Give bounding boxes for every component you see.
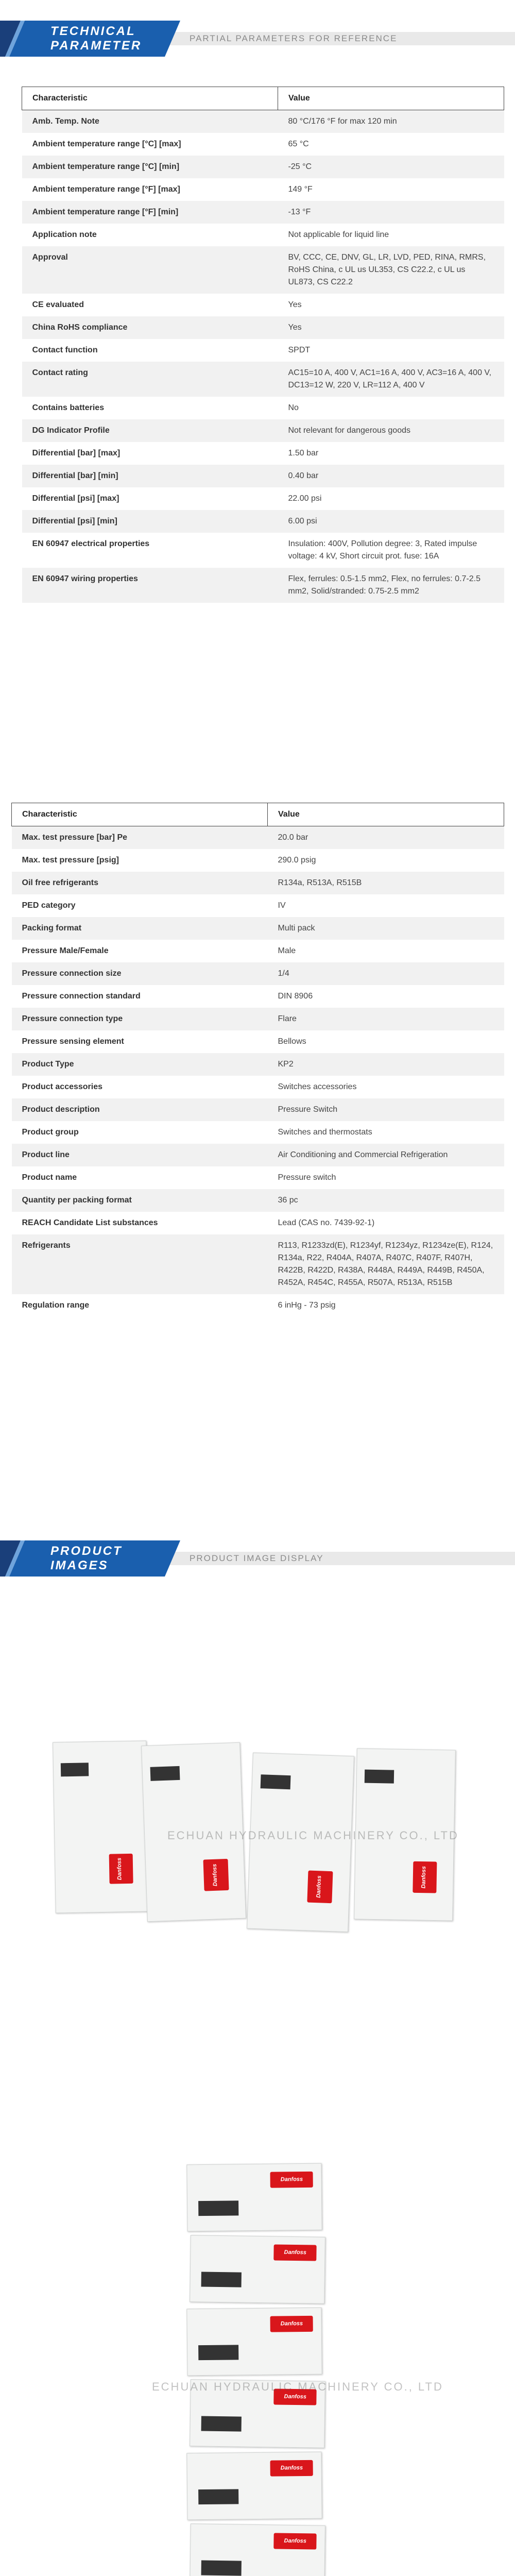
row-value: -25 °C: [278, 156, 504, 178]
table-row: [12, 985, 504, 1008]
banner-title-line1: TECHNICAL: [50, 24, 136, 38]
row-characteristic: Quantity per packing format: [12, 1189, 268, 1212]
row-characteristic: Packing format: [12, 917, 268, 940]
row-value: 0.40 bar: [278, 465, 504, 487]
row-characteristic: Product group: [22, 1128, 79, 1137]
row-value: 6 inHg - 73 psig: [278, 1301, 336, 1310]
barcode: [365, 1769, 394, 1783]
row-value: No: [288, 403, 299, 412]
table-body: [22, 110, 504, 603]
row-characteristic: Oil free refrigerants: [12, 872, 268, 894]
brand-logo: Danfoss: [109, 1854, 133, 1884]
header-value: Value: [268, 803, 504, 826]
row-characteristic: PED category: [22, 901, 76, 910]
row-value: AC15=10 A, 400 V, AC1=16 A, 400 V, AC3=16 A, 400 V, DC13=12 W, 220 V, LR=112 A, 400 V: [278, 362, 504, 397]
barcode: [198, 2201, 238, 2216]
row-value: Multi pack: [268, 917, 504, 940]
brand-logo: Danfoss: [203, 1859, 229, 1891]
row-characteristic: Max. test pressure [bar] Pe: [12, 826, 268, 850]
row-characteristic: Ambient temperature range [°C] [min]: [22, 156, 278, 178]
brand-logo: Danfoss: [307, 1870, 333, 1903]
table-row: [12, 1098, 504, 1121]
row-value: Yes: [278, 316, 504, 339]
table-row: [22, 316, 504, 339]
row-characteristic: EN 60947 electrical properties: [32, 539, 150, 548]
product-photo-1: [49, 1741, 466, 1958]
table-row: [22, 533, 504, 568]
technical-parameter-banner: [0, 21, 515, 57]
product-box: [53, 1740, 149, 1913]
banner-title-line2: IMAGES: [50, 1558, 109, 1572]
barcode: [61, 1762, 89, 1776]
row-characteristic: Pressure connection type: [12, 1008, 268, 1030]
row-value: R113, R1233zd(E), R1234yf, R1234yz, R1234ze(E), R124, R134a, R22, R404A, R407A, R407C, R407F, R407H, R422B, R422D, R438A, R448A, R449A, R449B, R450A, R452A, R454C, R455A, R507A, R513A, R515B: [268, 1234, 504, 1294]
row-value: Pressure switch: [278, 1173, 336, 1182]
product-images-banner: [0, 1540, 515, 1577]
row-value: Switches and thermostats: [278, 1128, 372, 1137]
row-value: SPDT: [288, 346, 311, 354]
banner-subtitle: PRODUCT IMAGE DISPLAY: [190, 1553, 324, 1563]
row-value: 6.00 psi: [278, 510, 504, 533]
table-row: [12, 1030, 504, 1053]
table-row: [22, 362, 504, 397]
row-characteristic: Approval: [22, 246, 278, 294]
row-value: 1/4: [268, 962, 504, 985]
table-row: [22, 465, 504, 487]
brand-logo: Danfoss: [413, 1861, 437, 1893]
parameter-table-1: [22, 87, 504, 603]
row-characteristic: Application note: [32, 230, 97, 239]
banner-title-line1: PRODUCT: [50, 1544, 123, 1558]
row-characteristic: DG Indicator Profile: [22, 419, 278, 442]
row-characteristic: Pressure connection size: [12, 962, 268, 985]
row-value: 80 °C/176 °F for max 120 min: [278, 110, 504, 133]
row-characteristic: Ambient temperature range [°C] [max]: [32, 140, 181, 148]
row-characteristic: Product name: [22, 1173, 77, 1182]
table-row: [22, 224, 504, 246]
row-value: IV: [278, 901, 286, 910]
row-value: Flex, ferrules: 0.5-1.5 mm2, Flex, no ferrules: 0.7-2.5 mm2, Solid/stranded: 0.75-2.5 mm2: [278, 568, 504, 603]
row-value: KP2: [268, 1053, 504, 1076]
row-value: 22.00 psi: [288, 494, 322, 503]
banner-title-line2: PARAMETER: [50, 39, 142, 53]
product-box: [190, 2523, 325, 2576]
table-row: [22, 510, 504, 533]
parameter-table-2: [11, 803, 504, 1317]
row-value: Flare: [268, 1008, 504, 1030]
brand-logo: Danfoss: [273, 2389, 317, 2405]
product-box: [186, 2308, 322, 2376]
row-value: 20.0 bar: [268, 826, 504, 850]
row-value: BV, CCC, CE, DNV, GL, LR, LVD, PED, RINA, RMRS, RoHS China, c UL us UL353, CS C22.2, c UL us UL873, CS C22.2: [278, 246, 504, 294]
row-value: R134a, R513A, R515B: [268, 872, 504, 894]
barcode: [198, 2345, 238, 2360]
barcode: [201, 2416, 241, 2431]
table-row: [22, 397, 504, 419]
table-row: [12, 872, 504, 894]
row-characteristic: Differential [psi] [min]: [22, 510, 278, 533]
row-characteristic: Amb. Temp. Note: [22, 110, 278, 133]
row-value: Yes: [288, 300, 302, 309]
table-row: [12, 1166, 504, 1189]
row-value: DIN 8906: [278, 992, 313, 1001]
row-characteristic: Product accessories: [22, 1082, 103, 1091]
row-characteristic: Differential [bar] [max]: [32, 449, 121, 457]
brand-logo: Danfoss: [273, 2245, 317, 2261]
header-characteristic: Characteristic: [22, 87, 278, 110]
table-row: [22, 339, 504, 362]
product-box: [190, 2235, 325, 2304]
brand-logo: Danfoss: [270, 2172, 314, 2188]
row-characteristic: Refrigerants: [12, 1234, 268, 1294]
product-box: [186, 2452, 322, 2520]
table-row: [12, 1008, 504, 1030]
table-row: [12, 1076, 504, 1098]
product-box: [186, 2163, 322, 2232]
row-value: Not relevant for dangerous goods: [278, 419, 504, 442]
row-value: Switches accessories: [278, 1082, 357, 1091]
row-value: -13 °F: [278, 201, 504, 224]
row-value: Not applicable for liquid line: [288, 230, 389, 239]
row-value: 1.50 bar: [288, 449, 319, 457]
row-characteristic: Contact rating: [22, 362, 278, 397]
table-row: [22, 294, 504, 316]
table-row: [12, 1189, 504, 1212]
header-value: Value: [278, 87, 504, 110]
row-characteristic: Differential [bar] [min]: [22, 465, 278, 487]
row-characteristic: Pressure sensing element: [22, 1037, 124, 1046]
table-row: [22, 487, 504, 510]
row-value: Insulation: 400V, Pollution degree: 3, Rated impulse voltage: 4 kV, Short circuit prot. fuse: 16A: [288, 539, 477, 561]
row-characteristic: Regulation range: [22, 1301, 90, 1310]
row-characteristic: Contact function: [32, 346, 98, 354]
barcode: [150, 1766, 180, 1781]
table-row: [12, 940, 504, 962]
table-row: [22, 178, 504, 201]
table-row: [12, 826, 504, 850]
table-row: [22, 110, 504, 133]
table-row: [12, 1144, 504, 1166]
table-row: [12, 1121, 504, 1144]
table-row: [22, 201, 504, 224]
row-value: Pressure Switch: [268, 1098, 504, 1121]
barcode: [201, 2561, 241, 2575]
table-row: [22, 442, 504, 465]
table-header-row: [12, 803, 504, 826]
barcode: [260, 1774, 290, 1789]
row-value: 36 pc: [268, 1189, 504, 1212]
brand-logo: Danfoss: [273, 2533, 317, 2550]
table-row: [12, 894, 504, 917]
row-value: Air Conditioning and Commercial Refrigeration: [268, 1144, 504, 1166]
table-row: [22, 133, 504, 156]
table-row: [12, 917, 504, 940]
brand-logo: Danfoss: [270, 2316, 314, 2332]
banner-tab: [0, 1540, 180, 1577]
banner-tab: [0, 21, 180, 57]
watermark: ECHUAN HYDRAULIC MACHINERY CO., LTD: [152, 2380, 443, 2393]
table-row: [12, 1212, 504, 1234]
table-row: [22, 568, 504, 603]
row-value: 290.0 psig: [278, 856, 316, 865]
row-characteristic: Pressure Male/Female: [22, 946, 109, 955]
table-row: [12, 1053, 504, 1076]
row-characteristic: China RoHS compliance: [22, 316, 278, 339]
table-row: [12, 1294, 504, 1317]
product-box: [247, 1753, 354, 1933]
banner-subtitle: PARTIAL PARAMETERS FOR REFERENCE: [190, 33, 398, 43]
table-row: [22, 246, 504, 294]
brand-logo: Danfoss: [270, 2460, 314, 2477]
table-row: [22, 419, 504, 442]
row-value: Lead (CAS no. 7439-92-1): [278, 1218, 375, 1227]
row-characteristic: Ambient temperature range [°F] [min]: [22, 201, 278, 224]
table-row: [12, 962, 504, 985]
row-characteristic: Max. test pressure [psig]: [22, 856, 119, 865]
row-characteristic: Product description: [12, 1098, 268, 1121]
barcode: [198, 2489, 238, 2504]
watermark: ECHUAN HYDRAULIC MACHINERY CO., LTD: [167, 1829, 459, 1842]
row-characteristic: Ambient temperature range [°F] [max]: [32, 185, 180, 194]
row-characteristic: Contains batteries: [32, 403, 105, 412]
row-characteristic: Product Type: [12, 1053, 268, 1076]
row-characteristic: REACH Candidate List substances: [22, 1218, 158, 1227]
header-characteristic: Characteristic: [12, 803, 268, 826]
row-characteristic: EN 60947 wiring properties: [22, 568, 278, 603]
row-value: 149 °F: [288, 185, 313, 194]
table-row: [22, 156, 504, 178]
table-header-row: [22, 87, 504, 110]
row-characteristic: Differential [psi] [max]: [32, 494, 119, 503]
table-row: [12, 849, 504, 872]
product-photo-2: [152, 2164, 443, 2576]
table-row: [12, 1234, 504, 1294]
barcode: [201, 2272, 241, 2287]
row-characteristic: Product line: [12, 1144, 268, 1166]
row-value: 65 °C: [288, 140, 309, 148]
row-characteristic: CE evaluated: [32, 300, 84, 309]
row-value: Bellows: [278, 1037, 306, 1046]
table-body: [12, 826, 504, 1317]
row-value: Male: [278, 946, 296, 955]
row-characteristic: Pressure connection standard: [22, 992, 141, 1001]
